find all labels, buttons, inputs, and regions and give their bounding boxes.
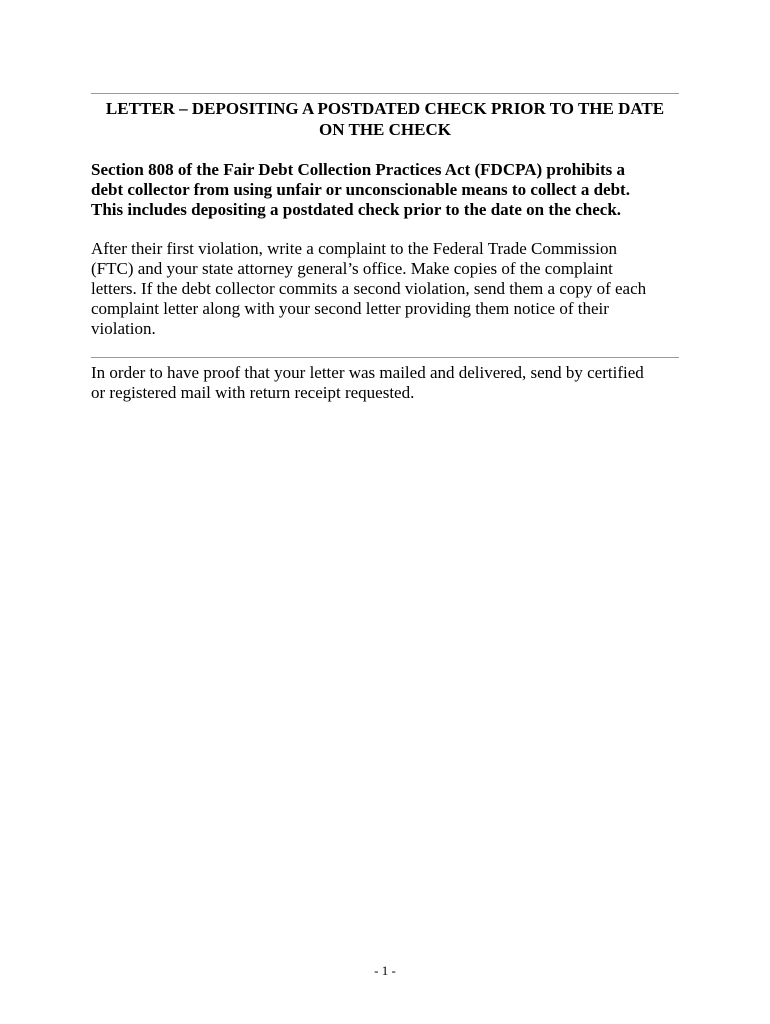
document-title [91, 98, 679, 140]
body-line: (FTC) and your state attorney general’s office. Make copies of the complaint [91, 259, 613, 278]
title-line-1: LETTER – DEPOSITING A POSTDATED CHECK PRIOR TO THE DATE [105, 99, 665, 118]
mailing-note-paragraph [91, 363, 681, 403]
body-line: complaint letter along with your second letter providing them notice of their [91, 299, 609, 318]
instructions-paragraph [91, 239, 681, 339]
note-line: In order to have proof that your letter was mailed and delivered, send by certified [91, 363, 644, 382]
body-line: After their first violation, write a complaint to the Federal Trade Commission [91, 239, 617, 258]
intro-line: This includes depositing a postdated check prior to the date on the check. [91, 200, 622, 219]
page-number: - 1 - [374, 963, 396, 978]
title-line-2: ON THE CHECK [319, 120, 451, 139]
body-line: violation. [91, 319, 156, 338]
intro-paragraph [91, 160, 681, 220]
top-divider [91, 93, 679, 94]
note-line: or registered mail with return receipt requested. [91, 383, 415, 402]
intro-line: debt collector from using unfair or unconscionable means to collect a debt. [91, 180, 630, 199]
section-divider [91, 357, 679, 358]
intro-line: Section 808 of the Fair Debt Collection Practices Act (FDCPA) prohibits a [91, 160, 625, 179]
body-line: letters. If the debt collector commits a second violation, send them a copy of each [91, 279, 647, 298]
